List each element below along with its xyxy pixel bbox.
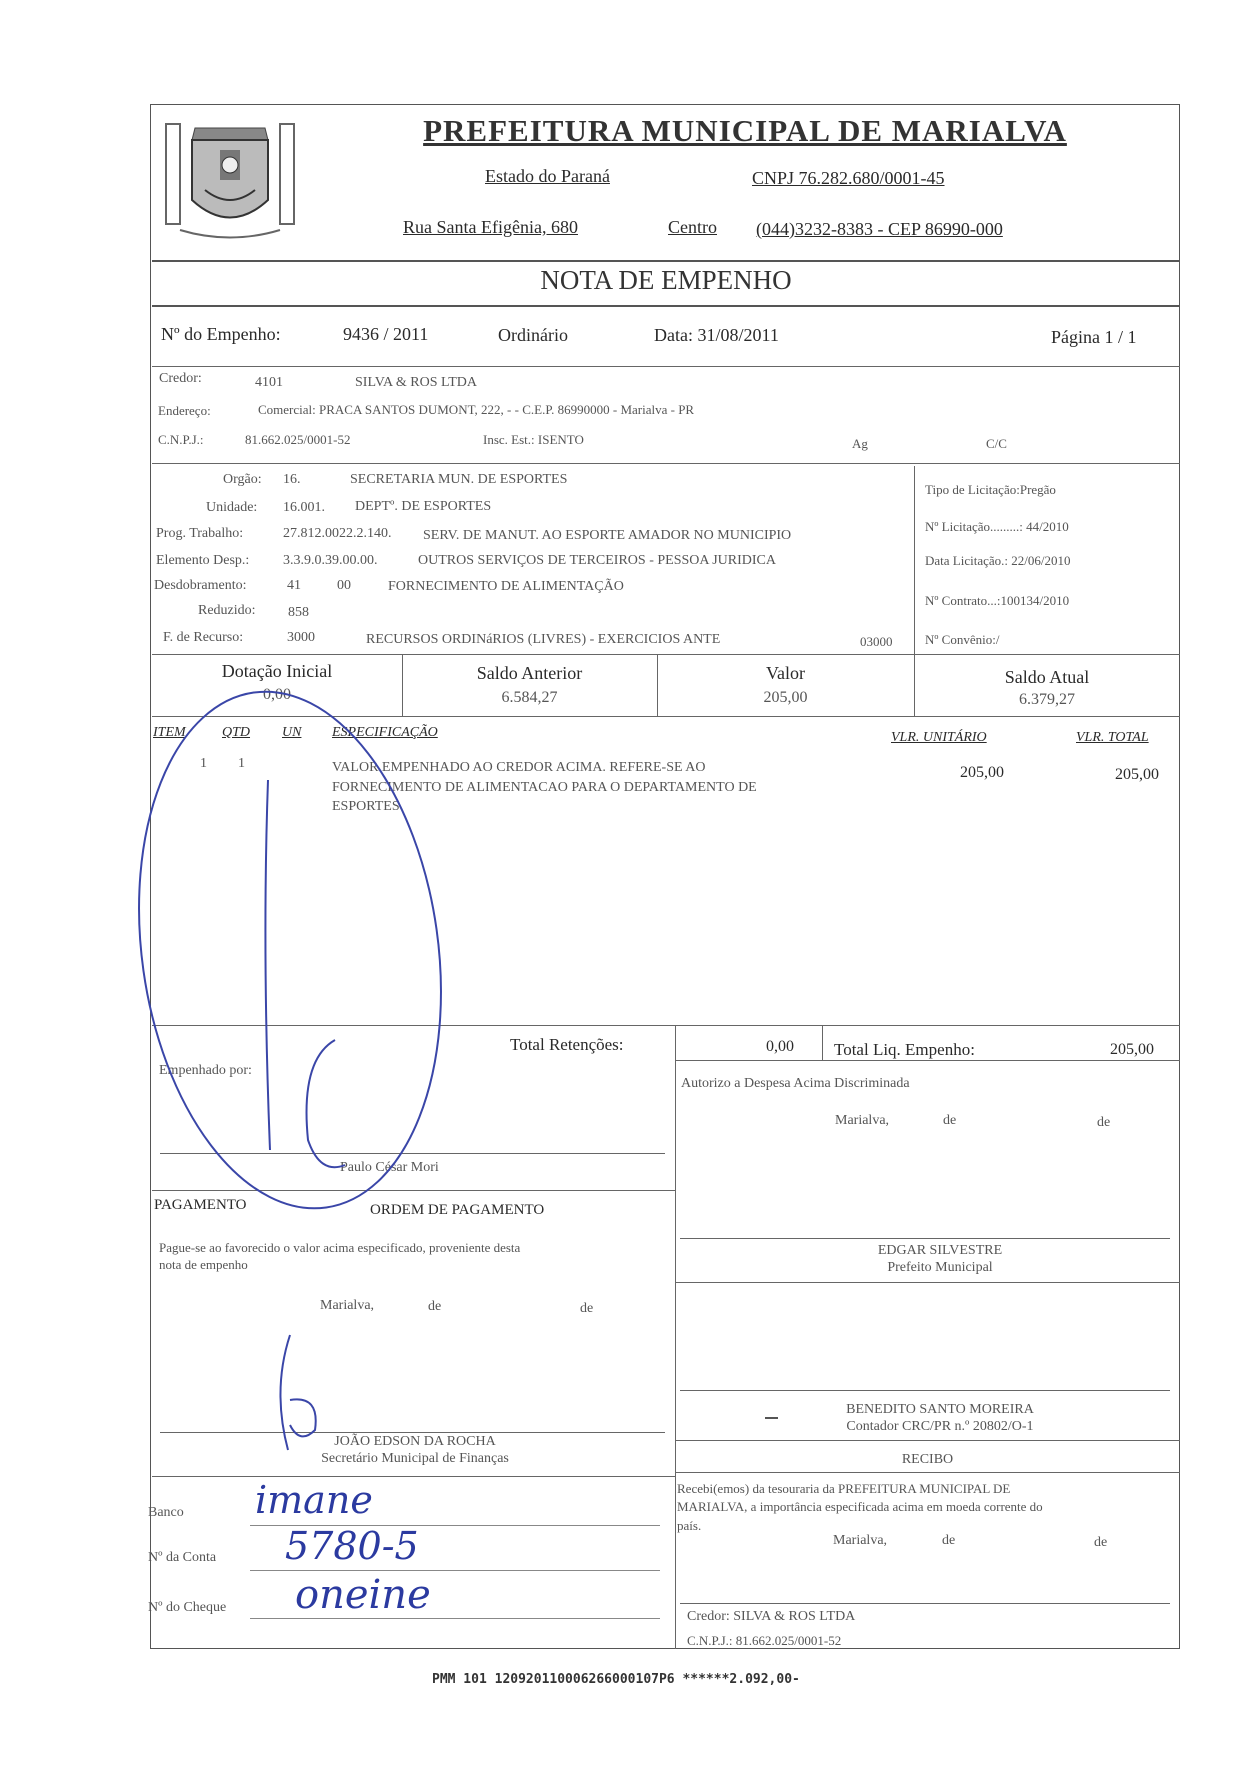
desdob-label: Desdobramento: xyxy=(154,578,247,593)
col-especificacao: ESPECIFICAÇÃO xyxy=(332,725,438,740)
item-spec-line-1: VALOR EMPENHADO AO CREDOR ACIMA. REFERE-SE AO xyxy=(332,760,706,775)
item-vlr-total: 205,00 xyxy=(1115,766,1159,783)
recibo-de-1: de xyxy=(942,1533,956,1548)
autorizo-de-2: de xyxy=(1097,1115,1111,1130)
autorizo-de-1: de xyxy=(943,1113,957,1128)
saldo-atual-label: Saldo Atual xyxy=(1004,667,1090,687)
credor-cnpj: 81.662.025/0001-52 xyxy=(245,432,351,447)
credor-label: Credor: xyxy=(159,371,202,386)
header-address: Rua Santa Efigênia, 680 xyxy=(403,217,578,237)
dotacao-inicial-value: 0,00 xyxy=(263,686,291,703)
credor-ie: Insc. Est.: ISENTO xyxy=(483,432,584,447)
banco-value: imane xyxy=(255,1478,373,1522)
pagamento-label: PAGAMENTO xyxy=(154,1197,247,1213)
contador-signer: BENEDITO SANTO MOREIRA xyxy=(846,1402,1034,1417)
total-liquido-value: 205,00 xyxy=(1110,1041,1154,1058)
fonte-code: 3000 xyxy=(287,630,315,645)
recibo-place: Marialva, xyxy=(833,1533,888,1548)
unidade-code: 16.001. xyxy=(283,500,325,515)
col-qtd: QTD xyxy=(222,725,251,740)
pagamento-role: Secretário Municipal de Finanças xyxy=(321,1451,509,1466)
saldo-atual-value: 6.379,27 xyxy=(1019,691,1075,708)
fonte-label: F. de Recurso: xyxy=(163,630,244,645)
elemento-name: OUTROS SERVIÇOS DE TERCEIROS - PESSOA JURIDICA xyxy=(418,553,777,568)
autorizo-place: Marialva, xyxy=(835,1113,890,1128)
pagamento-text-1: Pague-se ao favorecido o valor acima especificado, proveniente desta xyxy=(159,1240,521,1255)
total-retencoes-value: 0,00 xyxy=(766,1038,794,1055)
licitacao-tipo: Tipo de Licitação:Pregão xyxy=(925,482,1056,497)
header-cnpj: CNPJ 76.282.680/0001-45 xyxy=(752,168,945,188)
pagamento-text-2: nota de empenho xyxy=(159,1257,248,1272)
prog-code: 27.812.0022.2.140. xyxy=(283,526,392,541)
orgao-label: Orgão: xyxy=(223,472,262,487)
cheque-value: oneine xyxy=(295,1572,431,1618)
reduzido-label: Reduzido: xyxy=(198,603,256,618)
recibo-de-2: de xyxy=(1094,1535,1108,1550)
ordem-pagamento-label: ORDEM DE PAGAMENTO xyxy=(370,1202,545,1218)
autorizo-role: Prefeito Municipal xyxy=(887,1260,993,1275)
desdob-name: FORNECIMENTO DE ALIMENTAÇÃO xyxy=(388,579,624,594)
recibo-text-2: MARIALVA, a importância especificada acima em moeda corrente do xyxy=(677,1499,1043,1514)
desdob-code: 41 xyxy=(287,578,301,593)
empenho-number: 9436 / 2011 xyxy=(343,324,429,344)
credor-name: SILVA & ROS LTDA xyxy=(355,375,478,390)
credor-address: Comercial: PRACA SANTOS DUMONT, 222, - - C.E.P. 86990000 - Marialva - PR xyxy=(258,402,695,417)
saldo-anterior-label: Saldo Anterior xyxy=(476,663,583,683)
col-item: ITEM xyxy=(153,725,186,740)
saldo-anterior-value: 6.584,27 xyxy=(501,689,558,706)
autorizo-text: Autorizo a Despesa Acima Discriminada xyxy=(681,1076,910,1091)
reduzido-value: 858 xyxy=(288,605,309,620)
col-vlr-total: VLR. TOTAL xyxy=(1076,730,1149,745)
prog-name: SERV. DE MANUT. AO ESPORTE AMADOR NO MUNICIPIO xyxy=(423,528,792,543)
conta-label: Nº da Conta xyxy=(148,1550,217,1565)
licitacao-convenio: Nº Convênio:/ xyxy=(925,632,1000,647)
header-district: Centro xyxy=(668,217,717,237)
valor-value: 205,00 xyxy=(763,689,808,706)
cnpj-label: C.N.P.J.: xyxy=(158,432,204,447)
credor-ag: Ag xyxy=(852,436,868,451)
desdob-sub: 00 xyxy=(337,578,351,593)
conta-value: 5780-5 xyxy=(285,1524,419,1568)
total-liquido-label: Total Liq. Empenho: xyxy=(834,1040,975,1059)
recibo-credor: Credor: SILVA & ROS LTDA xyxy=(687,1609,856,1624)
dotacao-inicial-label: Dotação Inicial xyxy=(221,661,333,681)
credor-cc: C/C xyxy=(986,436,1007,451)
recibo-label: RECIBO xyxy=(901,1452,954,1467)
autorizo-signer: EDGAR SILVESTRE xyxy=(877,1243,1003,1258)
item-number: 1 xyxy=(200,756,207,771)
pagamento-de-2: de xyxy=(580,1301,594,1316)
empenho-type: Ordinário xyxy=(498,325,568,345)
item-qtd: 1 xyxy=(238,756,245,771)
header-title: PREFEITURA MUNICIPAL DE MARIALVA xyxy=(423,113,1067,148)
elemento-code: 3.3.9.0.39.00.00. xyxy=(283,553,378,568)
fonte-code-2: 03000 xyxy=(860,634,893,649)
banco-label: Banco xyxy=(148,1505,184,1520)
licitacao-contrato: Nº Contrato...:100134/2010 xyxy=(925,593,1070,608)
footer-code: PMM 101 120920110006266000107P6 ******2.092,00- xyxy=(432,1672,800,1687)
cheque-label: Nº do Cheque xyxy=(148,1600,227,1615)
col-un: UN xyxy=(282,725,302,740)
empenhado-label: Empenhado por: xyxy=(159,1063,252,1078)
prog-label: Prog. Trabalho: xyxy=(156,526,244,541)
empenhado-signer: Paulo César Mori xyxy=(340,1160,439,1175)
page-number: Página 1 / 1 xyxy=(1051,327,1137,347)
header-state: Estado do Paraná xyxy=(485,166,610,186)
licitacao-data: Data Licitação.: 22/06/2010 xyxy=(925,553,1071,568)
recibo-cnpj: C.N.P.J.: 81.662.025/0001-52 xyxy=(687,1633,842,1648)
pagamento-de-1: de xyxy=(428,1299,442,1314)
total-retencoes-label: Total Retenções: xyxy=(510,1035,624,1054)
unidade-label: Unidade: xyxy=(206,500,258,515)
licitacao-numero: Nº Licitação.........: 44/2010 xyxy=(925,519,1069,534)
fonte-name: RECURSOS ORDINáRIOS (LIVRES) - EXERCICIOS ANTE xyxy=(366,632,721,647)
document-title: NOTA DE EMPENHO xyxy=(540,265,792,295)
pagamento-signer: JOÃO EDSON DA ROCHA xyxy=(334,1434,496,1449)
address-label: Endereço: xyxy=(158,403,211,418)
empenho-date: Data: 31/08/2011 xyxy=(654,325,779,345)
contador-role: Contador CRC/PR n.º 20802/O-1 xyxy=(846,1419,1034,1434)
recibo-text-3: país. xyxy=(677,1518,702,1533)
item-vlr-unitario: 205,00 xyxy=(960,764,1004,781)
recibo-text-1: Recebi(emos) da tesouraria da PREFEITURA MUNICIPAL DE xyxy=(677,1481,1011,1496)
unidade-name: DEPTº. DE ESPORTES xyxy=(355,499,492,514)
item-spec-line-2: FORNECIMENTO DE ALIMENTACAO PARA O DEPARTAMENTO DE xyxy=(332,780,757,795)
orgao-code: 16. xyxy=(283,472,301,487)
col-vlr-unitario: VLR. UNITÁRIO xyxy=(891,730,987,745)
valor-label: Valor xyxy=(766,663,805,683)
item-spec-line-3: ESPORTES xyxy=(332,799,400,814)
header-phone-cep: (044)3232-8383 - CEP 86990-000 xyxy=(756,219,1003,239)
pagamento-place: Marialva, xyxy=(320,1298,375,1313)
elemento-label: Elemento Desp.: xyxy=(156,553,250,568)
orgao-name: SECRETARIA MUN. DE ESPORTES xyxy=(350,472,568,487)
empenho-label: Nº do Empenho: xyxy=(161,324,281,344)
credor-code: 4101 xyxy=(255,375,283,390)
